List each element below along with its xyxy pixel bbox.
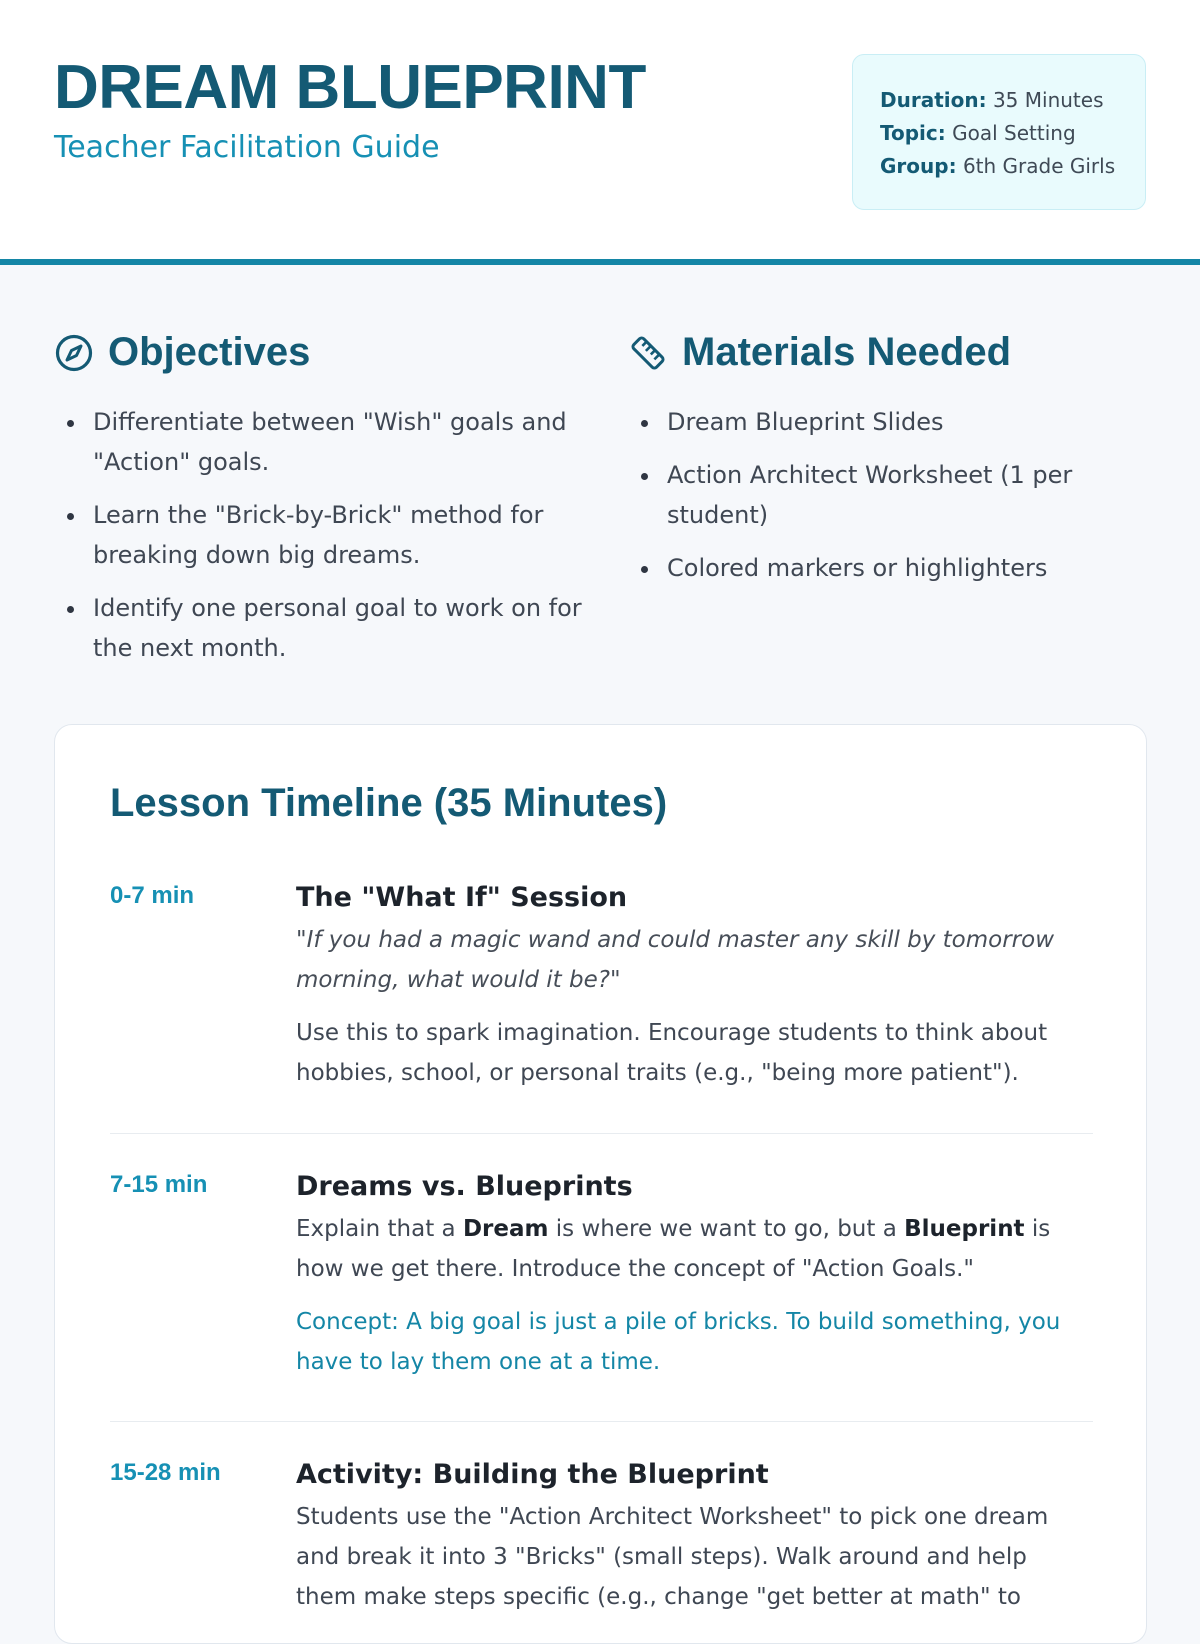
timeline-time: 15-28 min: [110, 1459, 221, 1486]
compass-icon: [54, 333, 94, 373]
timeline-content: [296, 1455, 1086, 1630]
ruler-icon: [628, 333, 668, 373]
objectives-heading: [54, 330, 310, 375]
materials-heading: [628, 330, 1011, 375]
meta-value: 6th Grade Girls: [962, 154, 1116, 178]
materials-title: Materials Needed: [682, 330, 1012, 374]
term-blueprint: Blueprint: [904, 1216, 1025, 1242]
meta-topic: [880, 117, 1145, 150]
lesson-timeline-card: [54, 724, 1147, 1644]
text-part: is where we want to go, but a: [548, 1216, 905, 1242]
timeline-heading: Dreams vs. Blueprints: [296, 1171, 633, 1202]
timeline-time: 0-7 min: [110, 882, 195, 909]
page-subtitle: Teacher Facilitation Guide: [54, 130, 440, 165]
list-item: Identify one personal goal to work on for the next month.: [54, 588, 594, 668]
timeline-content: [296, 1167, 1086, 1395]
header: [0, 0, 1200, 265]
page-title: DREAM BLUEPRINT: [54, 53, 646, 122]
meta-key: Topic:: [880, 121, 946, 145]
timeline-concept: Concept: A big goal is just a pile of bricks. To build something, you have to lay them one at a time.: [296, 1309, 1061, 1375]
timeline-text: Students use the "Action Architect Worksheet" to pick one dream and break it into 3 "Bricks" (small steps). Walk around and help them make steps specific (e.g., change "get better at math" to: [296, 1504, 1049, 1610]
list-item: Action Architect Worksheet (1 per student): [628, 455, 1108, 535]
list-item: Learn the "Brick-by-Brick" method for breaking down big dreams.: [54, 495, 594, 575]
timeline-quote: "If you had a magic wand and could master any skill by tomorrow morning, what would it be?": [296, 927, 1055, 993]
timeline-text: [296, 1209, 1086, 1289]
timeline-heading: Activity: Building the Blueprint: [296, 1459, 769, 1490]
list-item: Dream Blueprint Slides: [628, 402, 1108, 442]
timeline-text: Use this to spark imagination. Encourage students to think about hobbies, school, or personal traits (e.g., "being more patient").: [296, 1020, 1048, 1086]
divider: [110, 1421, 1093, 1422]
meta-key: Duration:: [880, 88, 987, 112]
text-part: is how we get there. Introduce the concept of "Action Goals.": [296, 1216, 1051, 1282]
timeline-content: [296, 878, 1086, 1106]
list-item: Colored markers or highlighters: [628, 548, 1108, 588]
timeline-heading: The "What If" Session: [296, 882, 628, 913]
meta-duration: [880, 84, 1145, 117]
objectives-list: [54, 402, 594, 681]
list-item: Differentiate between "Wish" goals and "Action" goals.: [54, 402, 594, 482]
meta-key: Group:: [880, 154, 957, 178]
text-part: Explain that a: [296, 1216, 463, 1242]
materials-list: [628, 402, 1108, 601]
meta-value: 35 Minutes: [992, 88, 1104, 112]
term-dream: Dream: [462, 1216, 549, 1242]
meta-group: [880, 150, 1145, 183]
meta-value: Goal Setting: [952, 121, 1076, 145]
lesson-info-card: [852, 54, 1146, 210]
divider: [110, 1133, 1093, 1134]
timeline-time: 7-15 min: [110, 1171, 208, 1198]
objectives-title: Objectives: [108, 330, 311, 374]
timeline-title: Lesson Timeline (35 Minutes): [110, 781, 668, 825]
